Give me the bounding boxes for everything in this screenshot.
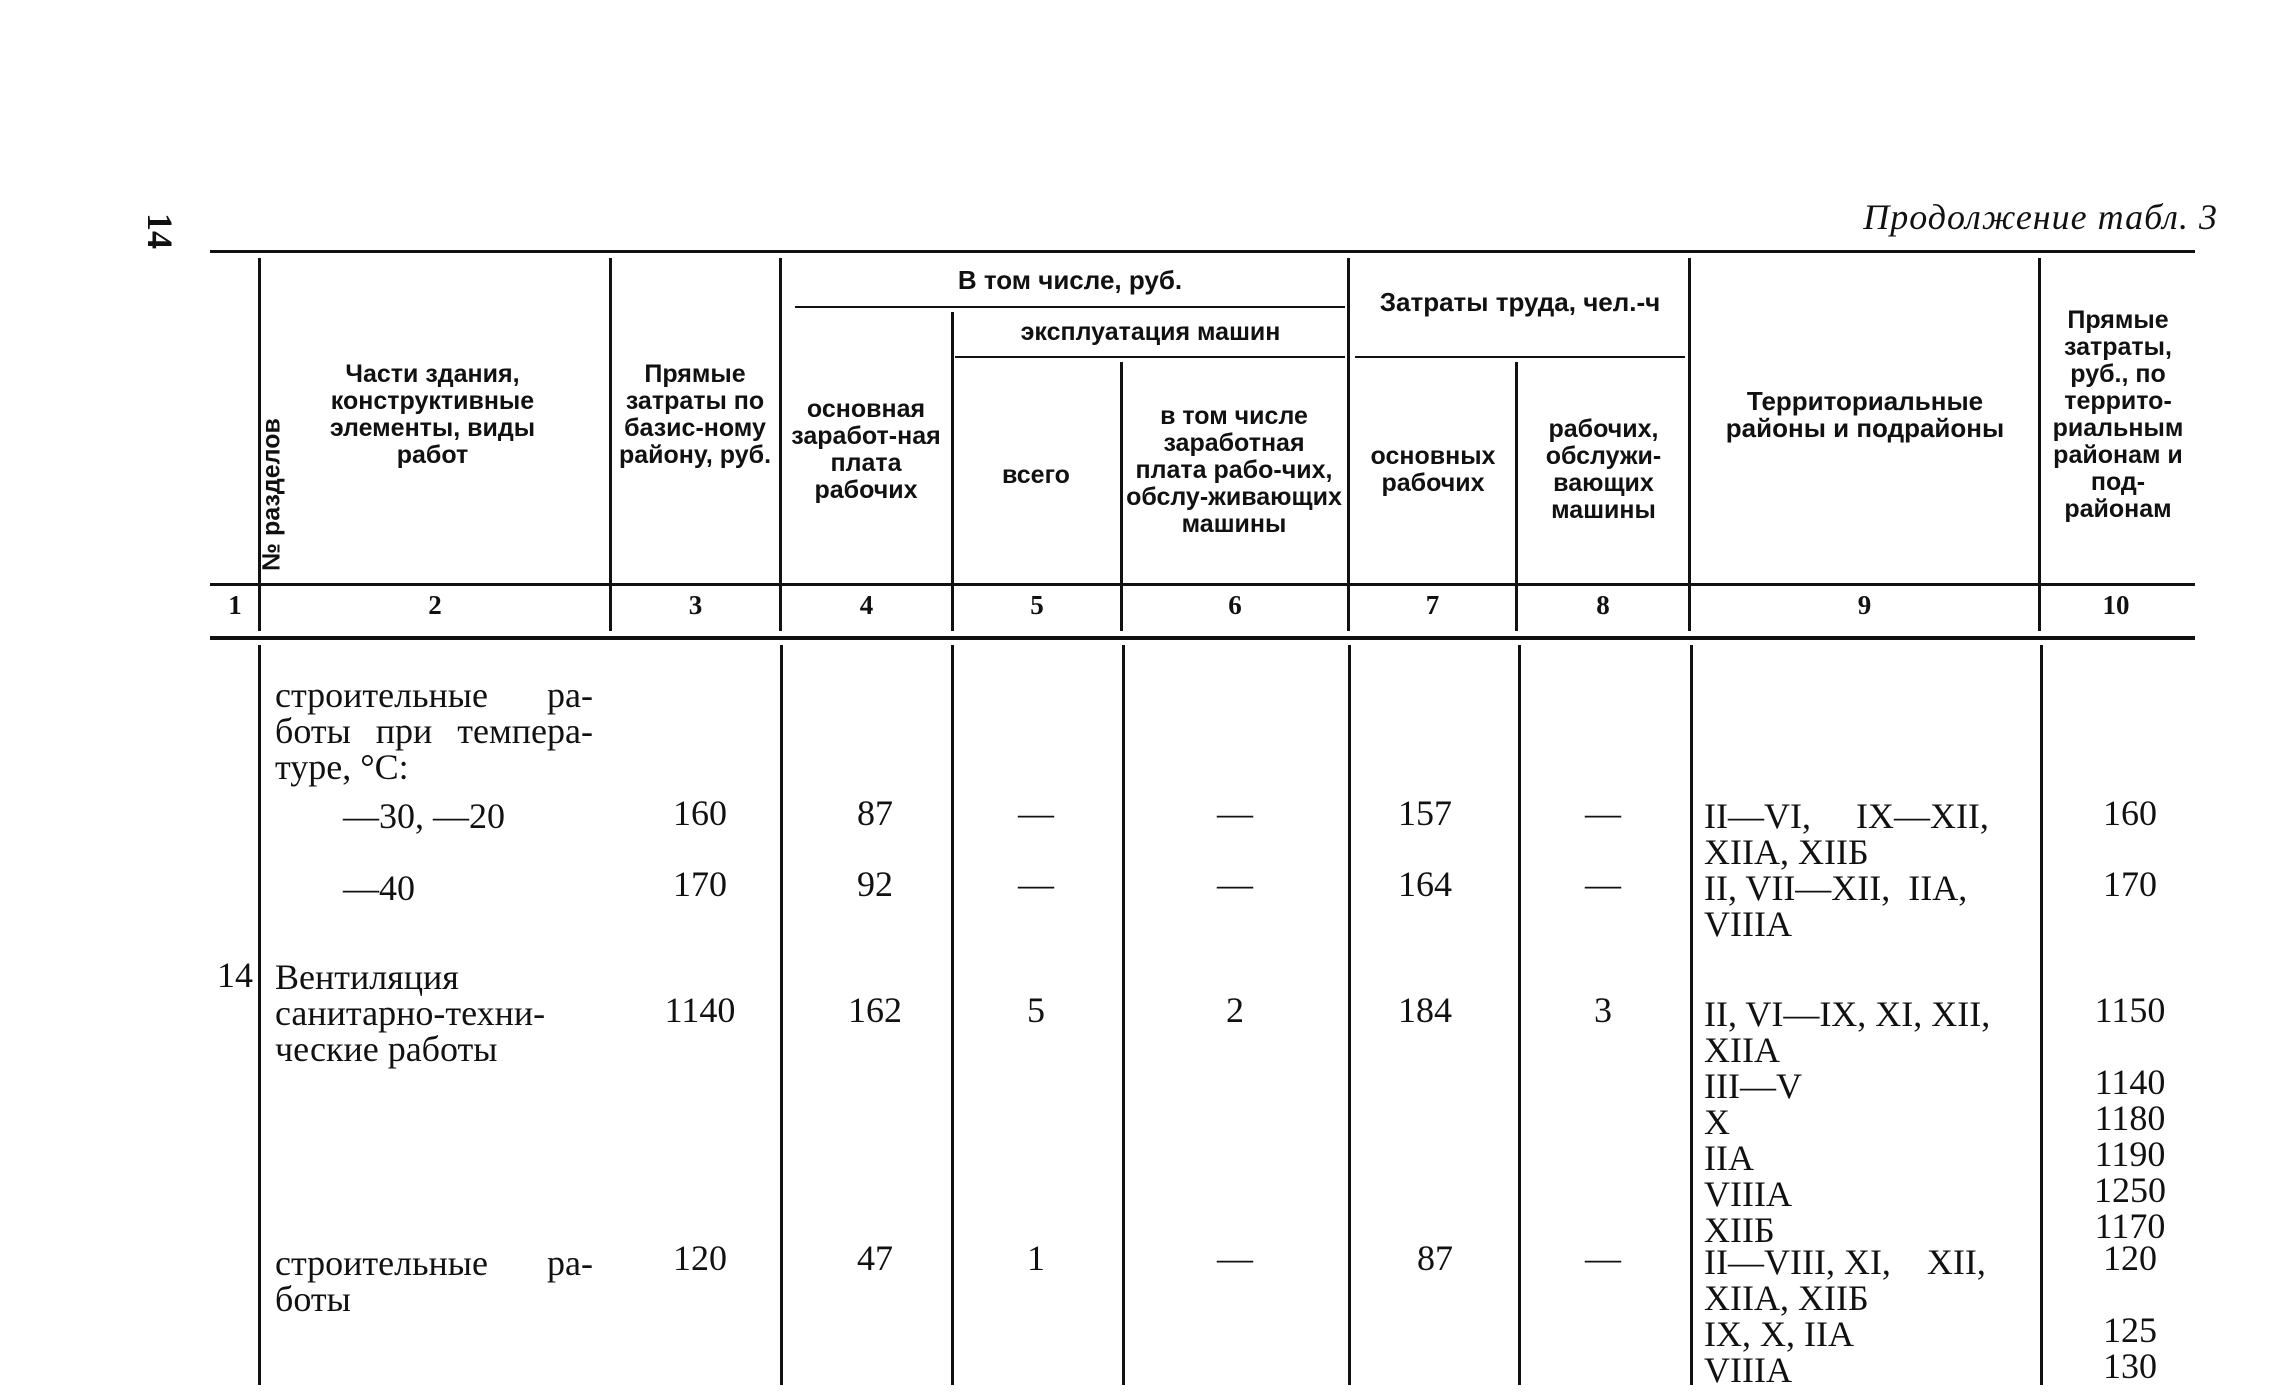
cell-regions: II—VI, IX—XII, XIIА, XIIБ [1704, 796, 1989, 872]
header-section-number: № разделов [257, 418, 286, 571]
col-divider [1122, 645, 1125, 1385]
column-number: 5 [1030, 590, 1044, 620]
cell-direct-costs: 1140 [664, 990, 736, 1030]
cell-machines-total: — [1018, 793, 1054, 833]
cell-machines-wages: — [1217, 793, 1253, 833]
row-label: Вентиляция санитарно-техни-ческие работы [275, 957, 546, 1069]
cell-direct-costs: 160 [673, 793, 727, 833]
row-label: строительные ра-боты [275, 1243, 593, 1319]
cell-basic-wages: 92 [857, 864, 893, 904]
cell-machines-total: — [1018, 864, 1054, 904]
header-building-parts: Части здания, конструктивные элементы, виды работ [329, 360, 536, 469]
cell-machine-workers: — [1585, 864, 1621, 904]
col-divider [2038, 258, 2041, 631]
cell-regions: II, VII—XII, IIА, VIIIА [1704, 868, 1968, 944]
column-number: 4 [859, 590, 874, 620]
header-group-labor: Затраты труда, чел.-ч [1379, 286, 1661, 317]
group-labor-rule [1355, 356, 1685, 358]
cell-machines-total: 1 [1027, 1238, 1045, 1278]
cell-machines-total: 5 [1027, 990, 1045, 1030]
col-divider [2040, 645, 2043, 1385]
col-divider [1348, 645, 1351, 1385]
intro-text: строительные ра-боты при темпера-туре, °С: [275, 675, 593, 787]
header-direct-costs-regions: Прямые затраты, руб., по террито-риальным районам и под-районам [2052, 306, 2184, 523]
col-divider [1688, 258, 1691, 631]
header-basic-wages: основная заработ-ная плата рабочих [791, 395, 941, 504]
cell-main-workers: 87 [1417, 1238, 1453, 1278]
col-divider [1518, 645, 1521, 1385]
column-number: 6 [1228, 590, 1242, 620]
column-number: 7 [1425, 590, 1440, 620]
column-number: 9 [1857, 590, 1872, 620]
page-number: 14 [140, 213, 180, 249]
cell-direct-costs-regions: 120 125 130 [2103, 1238, 2157, 1386]
cell-direct-costs-regions: 1150 1140 1180 1190 1250 1170 [2094, 990, 2166, 1246]
header-territorial-regions: Территориальные районы и подрайоны [1725, 386, 2005, 443]
col-divider [951, 645, 954, 1385]
header-machines-wages: в том числе заработная плата рабо-чих, обслу-живающих машины [1126, 401, 1342, 538]
col-divider [1347, 258, 1350, 631]
header-main-workers: основных рабочих [1370, 442, 1496, 497]
header-direct-costs-base: Прямые затраты по базис-ному району, руб. [618, 360, 772, 469]
col-divider [609, 258, 612, 631]
cell-machine-workers: — [1585, 793, 1621, 833]
cell-regions: II—VIII, XI, XII, XIIА, XIIБ IX, X, IIА VIIIА [1704, 1242, 1986, 1390]
group-incl-rule [795, 306, 1345, 308]
cell-direct-costs-regions: 160 [2103, 793, 2157, 833]
column-number: 8 [1596, 590, 1610, 620]
cell-machines-wages: — [1217, 1238, 1253, 1278]
cell-direct-costs: 170 [673, 864, 727, 904]
header-bottom-rule [210, 583, 2195, 586]
cell-basic-wages: 47 [857, 1238, 893, 1278]
col-divider [780, 645, 783, 1385]
header-group-incl: В том числе, руб. [957, 264, 1183, 295]
row-label: —40 [343, 868, 415, 908]
header-machine-workers: рабочих, обслужи-вающих машины [1545, 415, 1662, 524]
cell-main-workers: 157 [1398, 793, 1452, 833]
cell-main-workers: 184 [1398, 990, 1452, 1030]
header-group-machines: эксплуатация машин [1020, 317, 1281, 346]
table-top-rule [210, 250, 2195, 253]
col-divider [951, 312, 954, 631]
cell-direct-costs-regions: 170 [2103, 864, 2157, 904]
section-number: 14 [217, 955, 253, 995]
cell-basic-wages: 87 [857, 793, 893, 833]
row-label: —30, —20 [343, 796, 505, 836]
header-machines-total: всего [1002, 460, 1070, 489]
cell-regions: II, VI—IX, XI, XII, XIIА III—V X IIА VIIIА XIIБ [1704, 994, 1991, 1250]
cell-main-workers: 164 [1398, 864, 1452, 904]
group-machines-rule [955, 356, 1345, 358]
column-number: 3 [688, 590, 703, 620]
table-continuation-caption: Продолжение табл. 3 [1863, 197, 2218, 237]
col-divider [1690, 645, 1693, 1385]
column-numbers-bottom-rule [210, 636, 2195, 640]
cell-machines-wages: 2 [1226, 990, 1244, 1030]
col-divider [258, 645, 261, 1385]
column-number: 1 [228, 590, 242, 620]
cell-machine-workers: 3 [1594, 990, 1612, 1030]
cell-basic-wages: 162 [848, 990, 902, 1030]
col-divider [779, 258, 782, 631]
column-number: 10 [2102, 590, 2130, 620]
cell-machine-workers: — [1585, 1238, 1621, 1278]
cell-machines-wages: — [1217, 864, 1253, 904]
column-number: 2 [428, 590, 442, 620]
cell-direct-costs: 120 [673, 1238, 727, 1278]
